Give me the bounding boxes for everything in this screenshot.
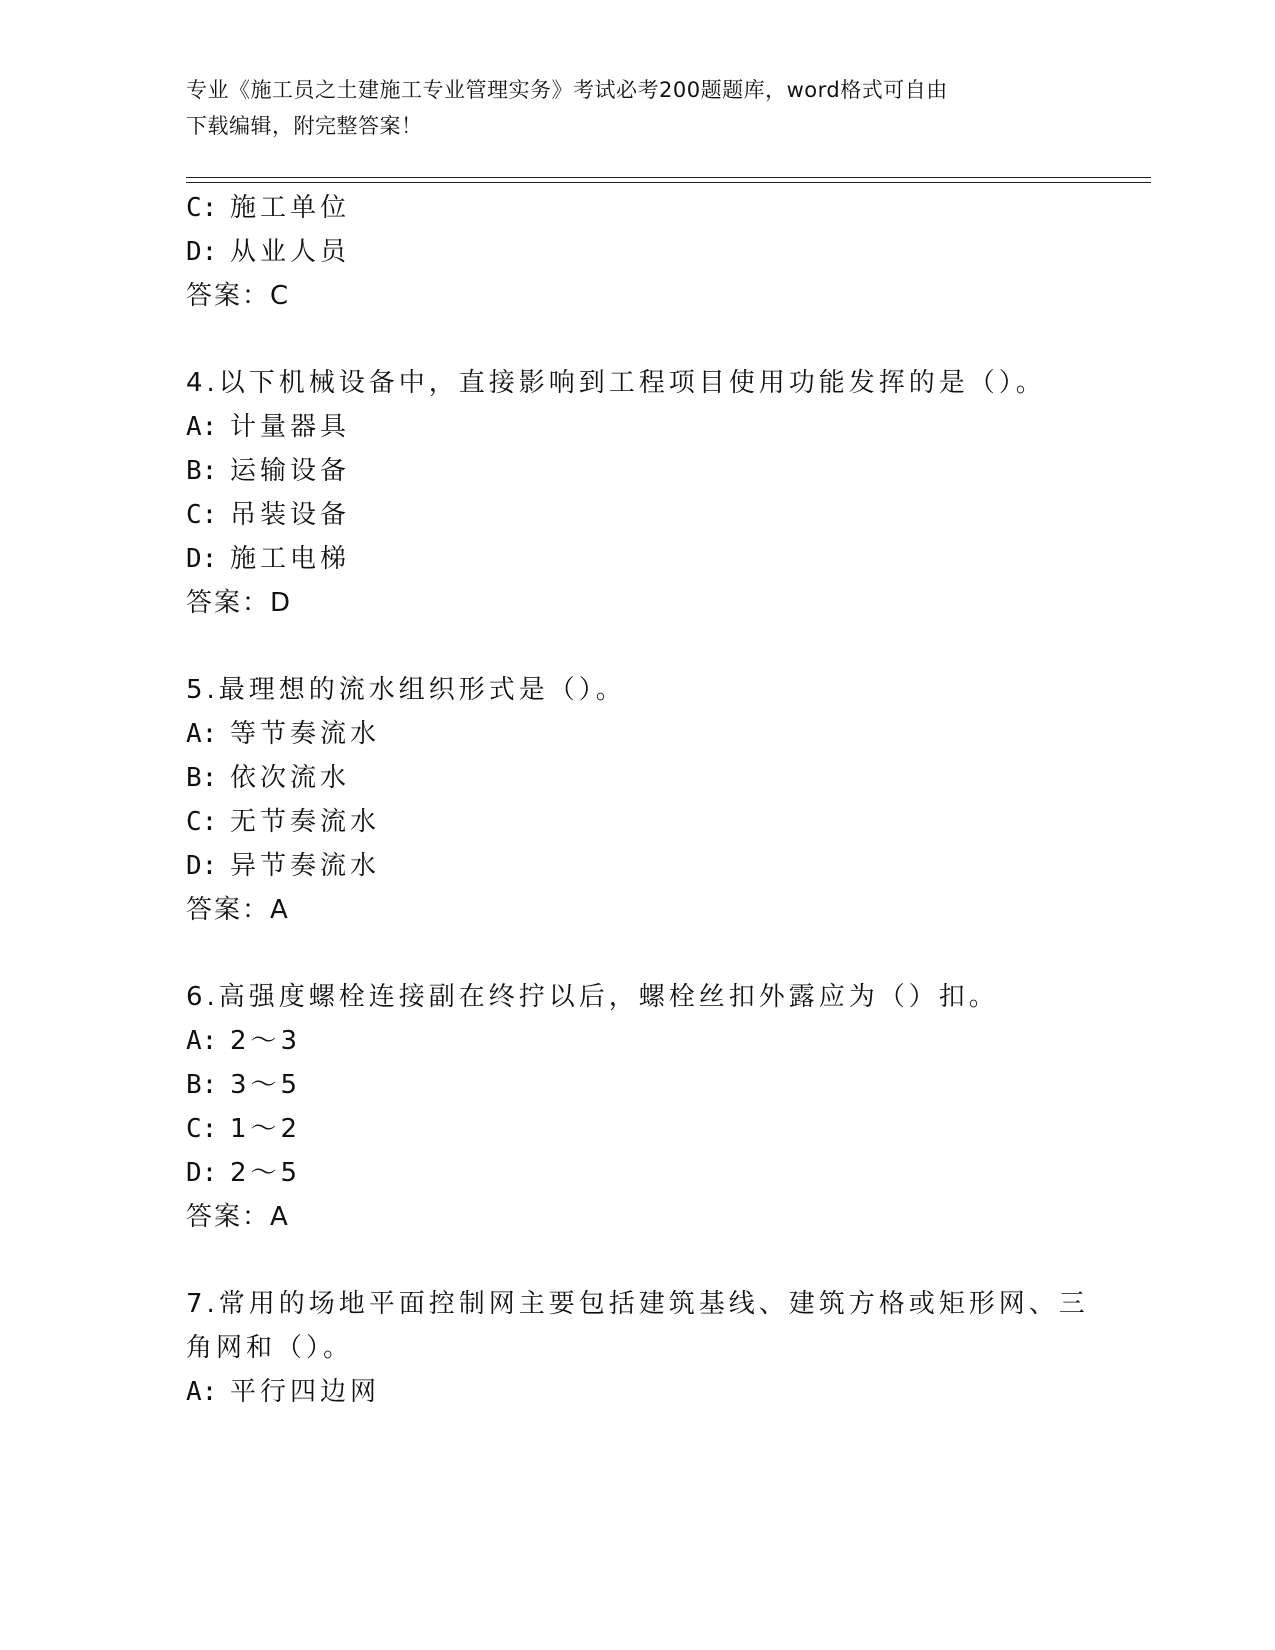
option-label: D: (186, 1158, 218, 1188)
option-label: C: (186, 193, 218, 223)
option-text: 依次流水 (230, 763, 351, 793)
option-label: C: (186, 500, 218, 530)
option-text: 1～2 (230, 1114, 302, 1144)
q3-option-d (186, 234, 350, 270)
q5-option-d (186, 848, 380, 884)
q4-option-a (186, 409, 350, 445)
option-label: A: (186, 1377, 218, 1407)
option-text: 无节奏流水 (230, 807, 381, 837)
option-label: D: (186, 237, 218, 267)
option-label: B: (186, 1070, 218, 1100)
option-text: 2～3 (230, 1026, 302, 1056)
header-line-1: 专业《施工员之土建施工专业管理实务》考试必考200题题库，word格式可自由 (186, 78, 948, 102)
header-line-2: 下载编辑，附完整答案！ (186, 114, 423, 138)
option-text: 吊装设备 (230, 500, 351, 530)
q3-answer: 答案：C (186, 281, 291, 311)
q7-question-line-1: 7.常用的场地平面控制网主要包括建筑基线、建筑方格或矩形网、三 (186, 1289, 1089, 1319)
option-text: 平行四边网 (230, 1377, 381, 1407)
option-label: D: (186, 851, 218, 881)
q7-question-line-2: 角网和（）。 (186, 1333, 354, 1363)
header-divider-bottom (186, 182, 1151, 183)
q6-answer: 答案：A (186, 1202, 290, 1232)
q7-option-a (186, 1374, 380, 1410)
q4-option-b (186, 453, 350, 489)
q5-question: 5.最理想的流水组织形式是（）。 (186, 675, 626, 705)
option-label: C: (186, 807, 218, 837)
q6-option-d (186, 1155, 301, 1191)
option-label: A: (186, 719, 218, 749)
option-label: A: (186, 412, 218, 442)
option-text: 等节奏流水 (230, 719, 381, 749)
option-text: 施工电梯 (230, 544, 351, 574)
option-text: 异节奏流水 (230, 851, 381, 881)
q6-option-a (186, 1023, 301, 1059)
header-divider-top (186, 177, 1151, 178)
q5-option-b (186, 760, 350, 796)
option-text: 3～5 (230, 1070, 302, 1100)
q4-option-d (186, 541, 350, 577)
q5-option-a (186, 716, 380, 752)
option-text: 施工单位 (230, 193, 351, 223)
q6-option-b (186, 1067, 301, 1103)
document-header (186, 72, 1086, 144)
q4-answer: 答案：D (186, 588, 293, 618)
q6-option-c (186, 1111, 301, 1147)
option-text: 2～5 (230, 1158, 302, 1188)
q5-option-c (186, 804, 380, 840)
option-text: 计量器具 (230, 412, 351, 442)
option-label: C: (186, 1114, 218, 1144)
q5-answer: 答案：A (186, 895, 290, 925)
option-text: 运输设备 (230, 456, 351, 486)
option-label: B: (186, 763, 218, 793)
q4-option-c (186, 497, 350, 533)
q4-question: 4.以下机械设备中，直接影响到工程项目使用功能发挥的是（）。 (186, 368, 1046, 398)
option-label: D: (186, 544, 218, 574)
option-label: A: (186, 1026, 218, 1056)
q6-question: 6.高强度螺栓连接副在终拧以后，螺栓丝扣外露应为（）扣。 (186, 982, 999, 1012)
option-text: 从业人员 (230, 237, 351, 267)
q3-option-c (186, 190, 350, 226)
option-label: B: (186, 456, 218, 486)
